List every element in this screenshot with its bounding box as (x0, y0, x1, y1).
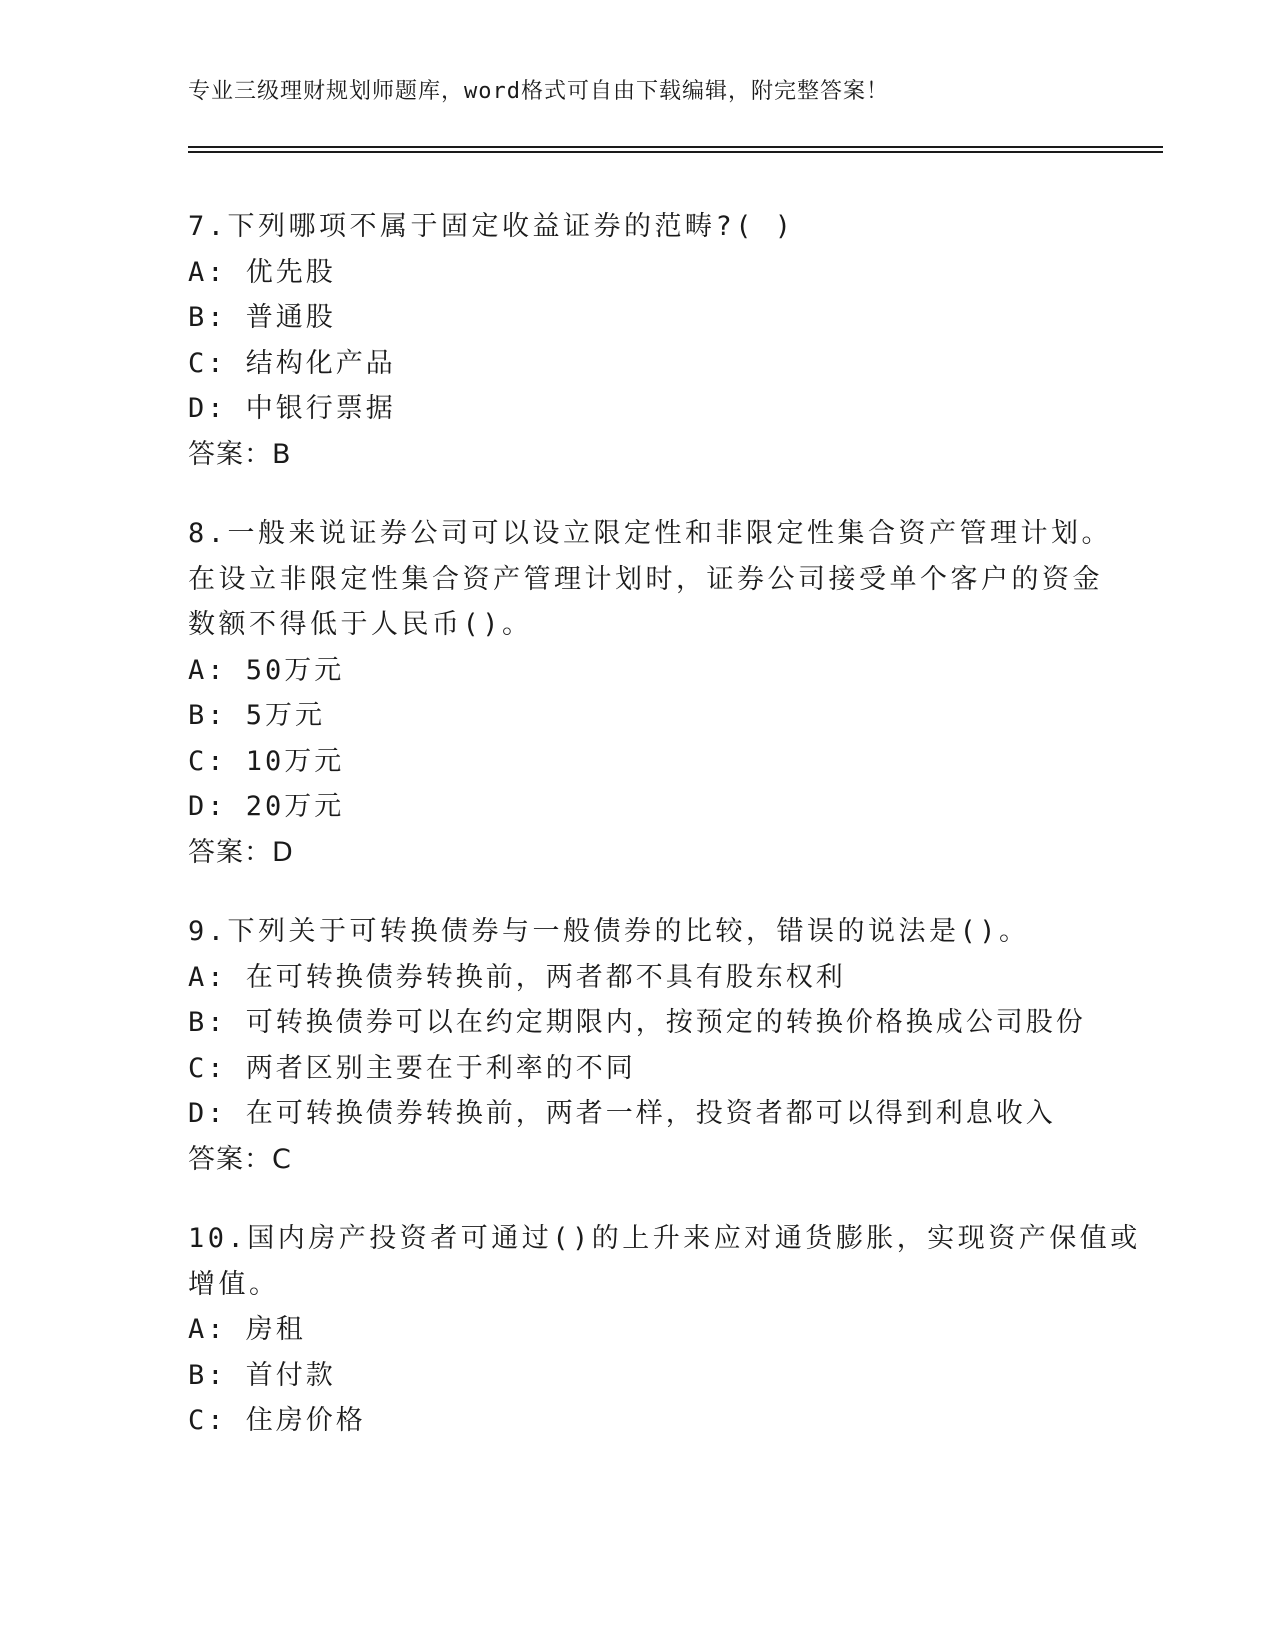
answer-label: 答案：B (188, 438, 292, 470)
option-d: D: 中银行票据 (188, 393, 396, 424)
answer-label: 答案：D (188, 836, 294, 868)
option-b: B: 可转换债券可以在约定期限内，按预定的转换价格换成公司股份 (188, 1007, 1086, 1038)
question-stem (188, 204, 1088, 250)
question-7 (188, 204, 1088, 477)
stem-line: 9.下列关于可转换债券与一般债券的比较，错误的说法是()。 (188, 916, 1030, 947)
header-rule-bottom (188, 151, 1163, 153)
option-c: C: 两者区别主要在于利率的不同 (188, 1052, 636, 1084)
option-b: B: 普通股 (188, 302, 336, 333)
answer-label: 答案：C (188, 1143, 292, 1175)
option-b: B: 5万元 (188, 700, 326, 731)
stem-line: 8.一般来说证券公司可以设立限定性和非限定性集合资产管理计划。 (188, 518, 1113, 549)
stem-line: 7.下列哪项不属于固定收益证券的范畴?( ) (188, 211, 795, 242)
header-rule-top (188, 146, 1163, 148)
option-a: A: 在可转换债券转换前，两者都不具有股东权利 (188, 961, 846, 993)
stem-line: 增值。 (188, 1268, 280, 1300)
question-stem (188, 1216, 1141, 1307)
option-c: C: 住房价格 (188, 1405, 366, 1436)
option-c: C: 结构化产品 (188, 347, 396, 379)
question-stem (188, 511, 1113, 648)
option-c: C: 10万元 (188, 745, 345, 777)
option-a: A: 优先股 (188, 256, 336, 288)
stem-line: 10.国内房产投资者可通过()的上升来应对通货膨胀，实现资产保值或 (188, 1223, 1141, 1254)
option-b: B: 首付款 (188, 1359, 336, 1391)
option-d: D: 20万元 (188, 791, 345, 822)
option-d: D: 在可转换债券转换前，两者一样，投资者都可以得到利息收入 (188, 1098, 1056, 1129)
document-header: 专业三级理财规划师题库，word格式可自由下载编辑，附完整答案！ (188, 79, 889, 104)
question-8 (188, 511, 1113, 875)
question-10 (188, 1216, 1141, 1444)
stem-line: 数额不得低于人民币()。 (188, 609, 533, 640)
question-list (188, 204, 1141, 1478)
option-a: A: 房租 (188, 1314, 306, 1345)
question-stem (188, 909, 1088, 955)
option-a: A: 50万元 (188, 654, 345, 686)
question-9 (188, 909, 1088, 1182)
stem-line: 在设立非限定性集合资产管理计划时，证券公司接受单个客户的资金 (188, 563, 1103, 595)
